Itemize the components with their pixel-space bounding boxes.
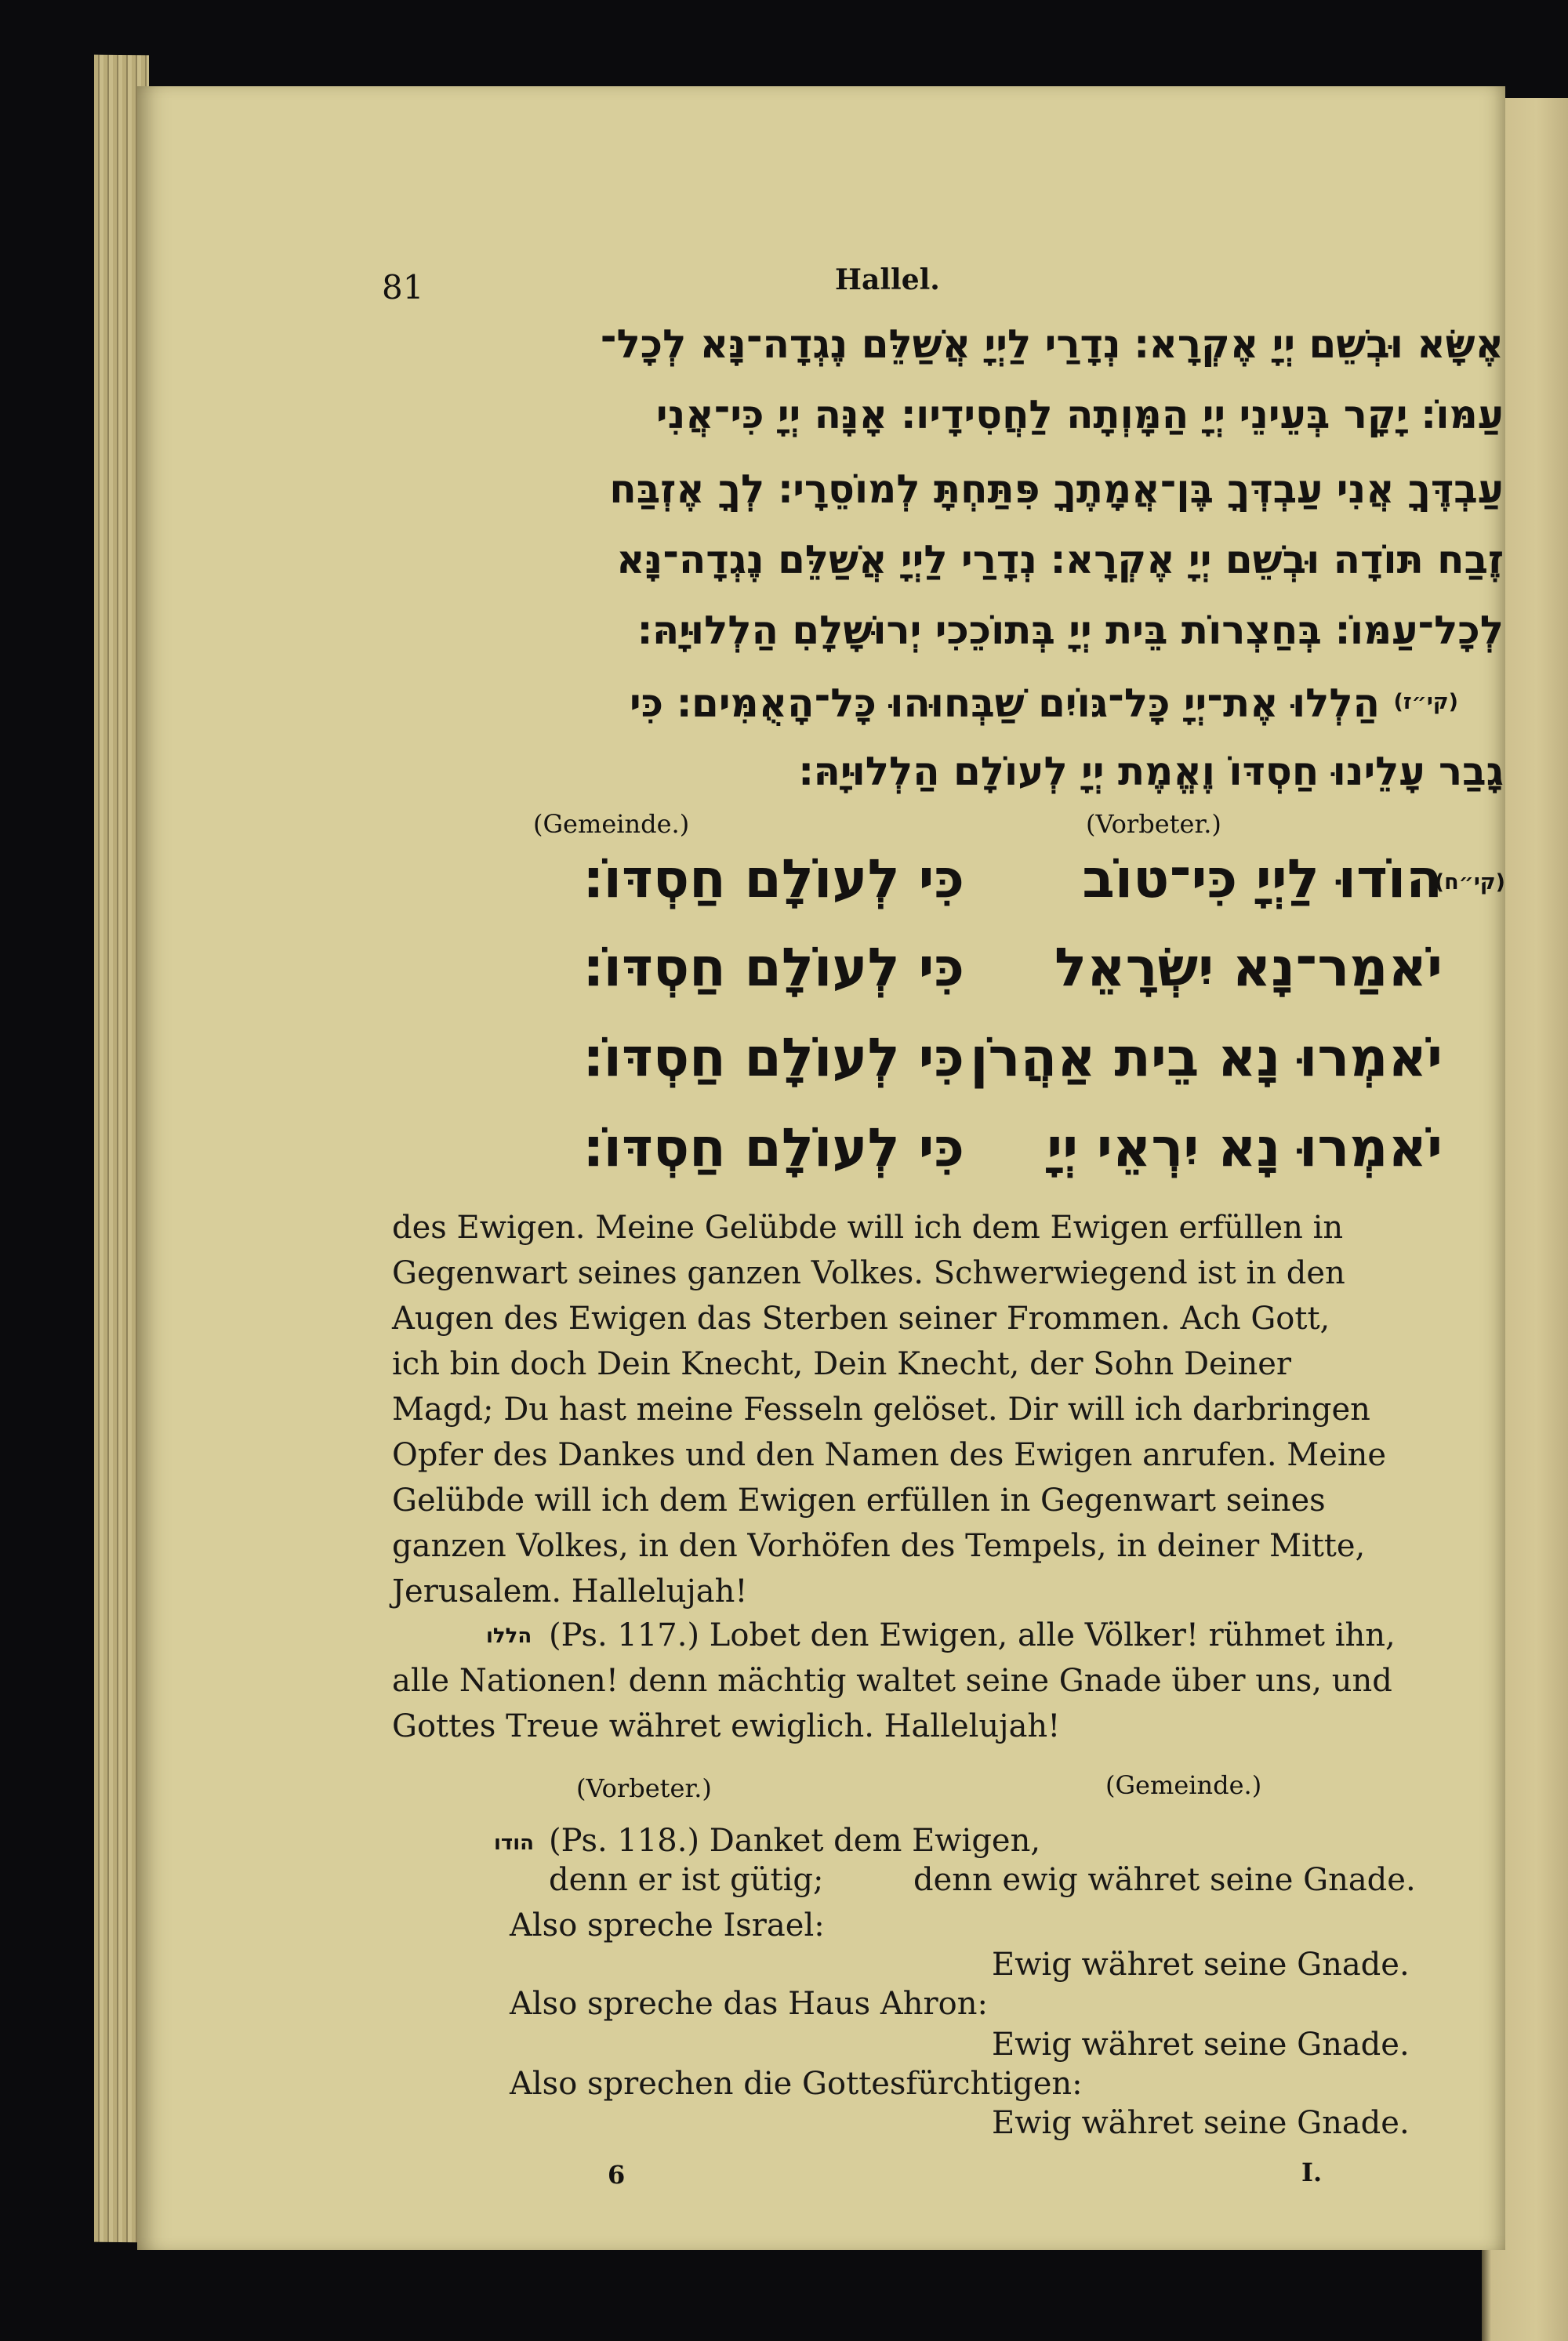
response-vorbeter-4: יֹאמְרוּ נָא יִרְאֵי יְיָ	[1047, 1117, 1443, 1179]
volume-mark: I.	[1301, 2158, 1323, 2187]
response-gemeinde-3: כִּי לְעוֹלָם חַסְדּוֹ׃	[583, 1027, 964, 1089]
german-line-3: Augen des Ewigen das Sterben seiner Frommen. Ach Gott,	[392, 1301, 1330, 1337]
psalm117-marker: (קי״ז)	[1393, 690, 1458, 714]
german-line-1: des Ewigen. Meine Gelübde will ich dem Ewigen erfüllen in	[392, 1210, 1344, 1246]
response-vorbeter-2: יֹאמַר־נָא יִשְׂרָאֵל	[1054, 937, 1443, 999]
psalm117-hebrew-word: הללו	[486, 1624, 532, 1648]
response-gemeinde-1: כִּי לְעוֹלָם חַסְדּוֹ׃	[583, 848, 964, 910]
hebrew-line-1: אֶשָּׂא וּבְשֵׁם יְיָ אֶקְרָא׃ נְדָרַי לַיְיָ אֲשַׁלֵּם נֶגְדָה־נָּא לְכָל־	[600, 321, 1504, 367]
response-gemeinde-2: כִּי לְעוֹלָם חַסְדּוֹ׃	[583, 937, 964, 999]
german-line-5: Magd; Du hast meine Fesseln gelöset. Dir will ich darbringen	[392, 1392, 1370, 1428]
german-line-9: Jerusalem. Hallelujah!	[392, 1573, 748, 1610]
vorbeter-label-german: (Vorbeter.)	[576, 1773, 712, 1803]
german-line-2: Gegenwart seines ganzen Volkes. Schwerwiegend ist in den	[392, 1255, 1345, 1291]
signature-mark: 6	[608, 2160, 626, 2190]
running-title: Hallel.	[835, 263, 940, 296]
israel-line: Also spreche Israel:	[510, 1907, 825, 1944]
fearers-line: Also sprechen die Gottesfürchtigen:	[510, 2066, 1083, 2102]
vorbeter-label: (Vorbeter.)	[1086, 809, 1221, 839]
hebrew-line-4: זֶבַח תּוֹדָה וּבְשֵׁם יְיָ אֶקְרָא׃ נְדָרַי לַיְיָ אֲשַׁלֵּם נֶגְדָה־נָּא	[616, 537, 1504, 583]
psalm118-response-1: denn ewig währet seine Gnade.	[913, 1862, 1416, 1898]
psalm117-german-line-3: Gottes Treue währet ewiglich. Hallelujah!	[392, 1708, 1061, 1744]
psalm117-german-line-1: (Ps. 117.) Lobet den Ewigen, alle Völker! rühmet ihn,	[549, 1617, 1396, 1653]
hebrew-line-3: עַבְדֶּךָ אֲנִי עַבְדְּךָ בֶּן־אֲמָתֶךָ פִּתַּחְתָּ לְמוֹסֵרָי׃ לְךָ אֶזְבַּח	[609, 466, 1504, 512]
gemeinde-label: (Gemeinde.)	[533, 809, 690, 839]
psalm117-german-line-2: alle Nationen! denn mächtig waltet seine Gnade über uns, und	[392, 1663, 1392, 1699]
psalm117-line-2: גָבַר עָלֵינוּ חַסְדּוֹ וֶאֱמֶת יְיָ לְעוֹלָם הַלְלוּיָהּ׃	[798, 749, 1504, 794]
aaron-response: Ewig währet seine Gnade.	[992, 2027, 1410, 2063]
hebrew-line-5: לְכָל־עַמּוֹ׃ בְּחַצְרוֹת בֵּית יְיָ בְּתוֹכֵכִי יְרוּשָׁלָםִ הַלְלוּיָהּ׃	[637, 608, 1504, 653]
psalm117-line-1: הַלְלוּ אֶת־יְיָ כָּל־גּוֹיִם שַׁבְּחוּהוּ כָּל־הָאֻמִּים׃ כִּי	[629, 681, 1380, 726]
german-line-4: ich bin doch Dein Knecht, Dein Knecht, der Sohn Deiner	[392, 1346, 1292, 1382]
israel-response: Ewig währet seine Gnade.	[992, 1947, 1410, 1983]
response-vorbeter-1: הוֹדוּ לַיְיָ כִּי־טוֹב	[1082, 848, 1443, 910]
german-line-8: ganzen Volkes, in den Vorhöfen des Tempels, in deiner Mitte,	[392, 1528, 1366, 1564]
german-line-7: Gelübde will ich dem Ewigen erfüllen in Gegenwart seines	[392, 1483, 1326, 1519]
psalm118-line-1: (Ps. 118.) Danket dem Ewigen,	[549, 1823, 1041, 1859]
fearers-response: Ewig währet seine Gnade.	[992, 2105, 1410, 2141]
hebrew-line-2: עַמּוֹ׃ יָקָר בְּעֵינֵי יְיָ הַמָּוְתָה לַחֲסִידָיו׃ אָנָּה יְיָ כִּי־אֲנִי	[655, 392, 1504, 437]
german-line-6: Opfer des Dankes und den Namen des Ewigen anrufen. Meine	[392, 1437, 1387, 1473]
gemeinde-label-german: (Gemeinde.)	[1105, 1770, 1262, 1800]
book-page	[137, 86, 1505, 2250]
psalm118-hebrew-word: הודו	[494, 1831, 534, 1855]
response-gemeinde-4: כִּי לְעוֹלָם חַסְדּוֹ׃	[583, 1117, 964, 1179]
psalm118-line-2: denn er ist gütig;	[549, 1862, 824, 1898]
response-vorbeter-3: יֹאמְרוּ נָא בֵית אַהֲרֹן	[970, 1027, 1443, 1089]
aaron-line: Also spreche das Haus Ahron:	[510, 1986, 988, 2022]
psalm118-marker: (קי״ח)	[1434, 870, 1505, 895]
page-number: 81	[382, 268, 424, 307]
